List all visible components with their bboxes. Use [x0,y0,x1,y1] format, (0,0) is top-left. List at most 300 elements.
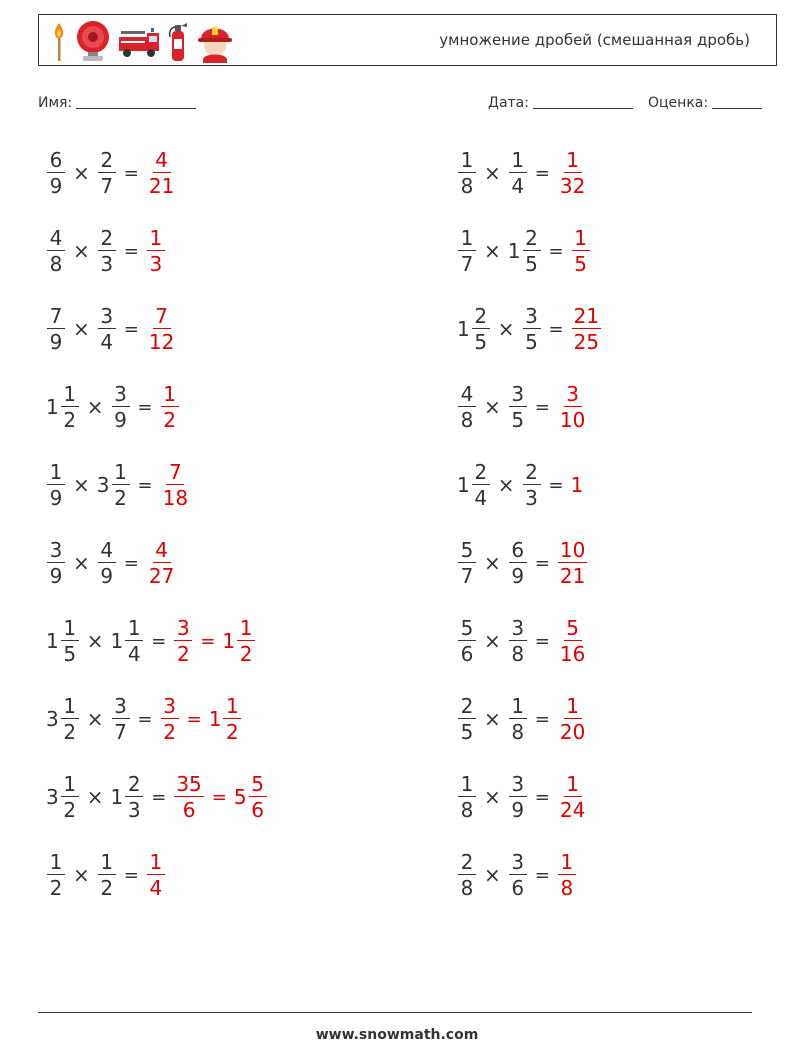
factor-a-number [457,150,477,196]
fire-alarm-bell-icon [75,19,111,63]
answer-numerator: 1 [564,774,582,797]
date-label: Дата: [488,95,529,111]
factor-a-fraction [458,150,476,196]
answer-denominator: 8 [560,876,574,900]
factor-a-fraction [458,774,476,820]
factor-b-number [97,150,117,196]
factor-b-numerator: 2 [523,462,541,485]
answer-number [160,384,180,430]
answer-numerator: 1 [572,228,590,251]
factor-a-numerator: 6 [47,150,65,173]
factor-b-numerator: 3 [523,306,541,329]
answer-denominator: 27 [148,564,175,588]
answer-denominator: 3 [149,252,163,276]
factor-a-numerator: 1 [458,150,476,173]
equals-sign: = [137,474,153,496]
times-sign: × [86,629,104,653]
factor-b-numerator: 3 [509,852,527,875]
answer-numerator: 4 [153,540,171,563]
factor-a-denominator: 2 [63,408,77,432]
answer-fraction [558,540,587,586]
answer-number [557,618,588,664]
answer-number [160,462,191,508]
equals-sign: = [548,240,564,262]
factor-a-numerator: 5 [458,540,476,563]
factor-a-denominator: 7 [460,252,474,276]
answer-denominator: 2 [176,642,190,666]
answer-equals-sign: = [186,708,202,730]
problem-item [46,767,268,827]
date-field [488,94,633,111]
answer-fraction [558,852,576,898]
problem-item [457,611,588,671]
factor-b-denominator: 9 [100,564,114,588]
answer-numerator: 35 [176,772,202,796]
answer-fraction [147,540,176,586]
answer-whole: 5 [233,785,247,809]
factor-b-denominator: 8 [511,642,525,666]
answer-number [173,618,193,664]
answer-number [557,696,588,742]
answer [557,384,588,430]
name-blank[interactable] [76,94,196,109]
answer-number [557,852,577,898]
answer-denominator: 2 [163,408,176,432]
factor-a-number [46,540,66,586]
factor-b-number [97,228,117,274]
factor-a-denominator: 8 [460,408,474,432]
factor-b-fraction [112,462,130,508]
answer [571,228,591,274]
factor-a-numerator: 7 [47,306,65,329]
factor-a-number [457,852,477,898]
times-sign: × [73,863,90,887]
times-sign: × [86,707,104,731]
answer-fraction [161,462,190,508]
answer-fraction [161,384,179,430]
factor-b-fraction [509,384,527,430]
answer [160,696,243,742]
factor-a-number [46,696,80,742]
factor-a-fraction [61,774,79,820]
answer [146,228,166,274]
equals-sign: = [534,162,550,184]
factor-b-fraction [509,696,527,742]
answer-fraction [558,696,587,742]
factor-a-whole: 1 [46,395,59,419]
factor-a-number [457,462,491,508]
equals-sign: = [151,630,167,652]
answer-denominator: 16 [559,642,586,666]
factor-a-denominator: 5 [460,720,474,744]
factor-b-fraction [112,696,130,742]
factor-a-fraction [61,618,79,664]
equals-sign: = [123,318,139,340]
problem-item [457,299,602,359]
factor-a-numerator: 2 [472,462,490,485]
answer-denominator: 21 [559,564,586,588]
answer-denominator: 10 [559,408,586,432]
fire-extinguisher-icon [167,19,189,63]
factor-a-whole: 3 [46,707,59,731]
factor-a-denominator: 6 [460,642,474,666]
factor-b-number [97,540,117,586]
factor-b-numerator: 4 [98,540,116,563]
answer-denominator: 18 [162,486,189,510]
header-icons [49,19,235,63]
factor-b-fraction [523,306,541,352]
factor-a-number [46,774,80,820]
times-sign: × [484,551,501,575]
factor-b-denominator: 3 [100,252,114,276]
times-sign: × [484,863,501,887]
answer [160,384,180,430]
factor-b-number [111,774,145,820]
factor-b-denominator: 7 [100,174,114,198]
factor-a-fraction [47,228,65,274]
problem-item [46,611,256,671]
answer-fraction [147,852,165,898]
times-sign: × [86,395,104,419]
factor-b-numerator: 1 [509,150,527,173]
equals-sign: = [534,786,550,808]
answer [173,618,256,664]
factor-a-numerator: 1 [47,462,65,485]
factor-a-denominator: 9 [49,564,63,588]
answer-number [160,696,180,742]
answer-fraction [558,150,587,196]
factor-b-fraction [509,852,527,898]
factor-b-number [508,384,528,430]
equals-sign: = [137,708,153,730]
answer-fraction [147,228,165,274]
factor-a-fraction [458,618,476,664]
answer-fraction [174,774,203,820]
answer-fraction [147,150,176,196]
factor-b-number [522,306,542,352]
grade-label: Оценка: [648,95,709,111]
factor-b-number [508,228,542,274]
answer-fraction [558,384,587,430]
factor-b-numerator: 3 [112,696,130,719]
factor-a-number [457,384,477,430]
factor-b-fraction [125,618,143,664]
factor-a-fraction [458,228,476,274]
factor-b-numerator: 2 [98,150,116,173]
answer-fraction [237,618,255,664]
factor-a-whole: 1 [457,317,470,341]
equals-sign: = [123,864,139,886]
problem-item [457,533,588,593]
factor-a-fraction [47,462,65,508]
answer-fraction [249,774,267,820]
factor-b-numerator: 6 [509,540,527,563]
factor-a-denominator: 7 [460,564,474,588]
factor-a-number [46,306,66,352]
times-sign: × [484,161,501,185]
answer-number [571,473,585,497]
factor-a-fraction [61,696,79,742]
footer-divider [38,1012,752,1013]
factor-b-number [97,306,117,352]
answer-denominator: 4 [149,876,163,900]
grade-field [648,94,762,111]
factor-b-numerator: 3 [509,618,527,641]
factor-b-denominator: 3 [127,798,141,822]
factor-b-denominator: 5 [511,408,525,432]
answer-numerator: 1 [147,852,165,875]
factor-a-number [457,696,477,742]
factor-a-denominator: 9 [49,486,63,510]
factor-a-number [46,150,66,196]
answer-denominator: 21 [148,174,175,198]
factor-b-fraction [509,774,527,820]
factor-a-fraction [47,150,65,196]
factor-b-denominator: 8 [511,720,525,744]
answer-denominator: 12 [148,330,175,354]
equals-sign: = [548,318,564,340]
factor-b-number [508,852,528,898]
factor-b-fraction [98,540,116,586]
answer-number [146,150,177,196]
problem-item [457,455,584,515]
answer-number [222,618,256,664]
answer-numerator: 3 [564,384,582,407]
factor-a-whole: 3 [46,785,59,809]
answer-fraction [174,618,192,664]
answer-numerator: 7 [166,462,184,485]
answer [146,540,177,586]
times-sign: × [484,629,501,653]
equals-sign: = [151,786,167,808]
answer-number [571,228,591,274]
name-label: Имя: [38,95,73,111]
factor-a-number [46,618,80,664]
factor-b-numerator: 2 [523,228,541,251]
factor-a-numerator: 2 [458,696,476,719]
factor-a-number [457,228,477,274]
times-sign: × [497,317,515,341]
problem-item [46,299,177,359]
factor-a-denominator: 8 [49,252,63,276]
factor-b-number [508,696,528,742]
factor-a-fraction [458,540,476,586]
answer [557,540,588,586]
factor-b-denominator: 6 [511,876,525,900]
factor-b-fraction [98,306,116,352]
date-blank[interactable] [533,94,633,109]
answer-fraction [558,618,587,664]
answer-equals-sign: = [211,786,227,808]
factor-a-number [457,306,491,352]
answer-denominator: 6 [182,798,196,822]
factor-a-denominator: 8 [460,798,474,822]
factor-a-fraction [472,306,490,352]
grade-blank[interactable] [712,94,762,109]
times-sign: × [497,473,515,497]
answer-number [557,150,588,196]
factor-b-numerator: 1 [112,462,130,485]
factor-b-denominator: 9 [511,798,525,822]
times-sign: × [73,161,90,185]
worksheet-title: умножение дробей (смешанная дробь) [439,31,750,49]
factor-b-fraction [112,384,130,430]
factor-a-numerator: 1 [61,696,79,719]
answer-fraction [147,306,176,352]
factor-a-fraction [458,384,476,430]
answer-numerator: 5 [564,618,582,641]
answer-numerator: 1 [223,696,241,719]
answer-number [557,540,588,586]
factor-b-denominator: 7 [114,720,127,744]
answer [557,696,588,742]
answer-denominator: 24 [559,798,586,822]
answer-number [571,306,602,352]
factor-b-fraction [98,852,116,898]
factor-a-number [46,384,80,430]
answer-numerator: 1 [161,384,179,407]
answer-numerator: 1 [564,696,582,719]
factor-a-numerator: 2 [458,852,476,875]
answer-numerator: 3 [174,618,192,641]
answer-denominator: 2 [239,642,253,666]
answer [557,618,588,664]
times-sign: × [73,473,90,497]
factor-b-denominator: 4 [127,642,141,666]
answer-numerator: 21 [573,304,600,328]
answer [557,150,588,196]
answer-denominator: 32 [559,174,586,198]
answer-whole: 1 [222,629,236,653]
factor-b-denominator: 2 [114,486,127,510]
factor-a-whole: 1 [457,473,470,497]
factor-b-numerator: 3 [98,306,116,329]
factor-b-denominator: 4 [511,174,525,198]
answer-equals-sign: = [200,630,216,652]
answer-number [557,384,588,430]
answer-fraction [572,228,590,274]
factor-b-denominator: 5 [525,252,538,276]
times-sign: × [73,317,90,341]
factor-b-fraction [98,228,116,274]
factor-a-numerator: 1 [61,774,79,797]
factor-b-fraction [523,462,541,508]
factor-b-whole: 3 [96,473,110,497]
worksheet-header [38,14,777,66]
answer-number [557,774,588,820]
answer-numerator: 1 [564,150,582,173]
answer [571,306,602,352]
name-field [38,94,196,111]
equals-sign: = [534,864,550,886]
factor-a-numerator: 4 [458,384,476,407]
factor-b-numerator: 3 [112,384,130,407]
factor-a-fraction [472,462,490,508]
times-sign: × [86,785,104,809]
answer-numerator: 1 [237,618,255,641]
factor-a-numerator: 1 [47,852,65,875]
factor-b-numerator: 1 [509,696,527,719]
answer [571,473,585,497]
factor-b-number [97,462,131,508]
problem-item [46,143,177,203]
problem-item [457,845,577,905]
equals-sign: = [123,162,139,184]
factor-b-numerator: 2 [98,228,116,251]
answer-whole: 1 [208,707,222,731]
answer-fraction [161,696,179,742]
answer-denominator: 25 [573,330,600,354]
factor-b-denominator: 4 [100,330,114,354]
factor-a-numerator: 3 [47,540,65,563]
factor-b-number [508,150,528,196]
factor-b-fraction [523,228,541,274]
factor-a-denominator: 9 [49,330,63,354]
factor-a-number [457,540,477,586]
answer-number [146,852,166,898]
equals-sign: = [123,552,139,574]
factor-b-number [111,696,131,742]
equals-sign: = [137,396,153,418]
factor-a-denominator: 2 [49,876,63,900]
footer-url: www.snowmath.com [315,1027,479,1043]
answer [173,774,267,820]
times-sign: × [73,551,90,575]
factor-a-fraction [47,540,65,586]
factor-b-numerator: 1 [98,852,116,875]
answer-numerator: 1 [147,228,165,251]
problem-item [46,845,166,905]
answer [557,852,577,898]
answer-number [173,774,204,820]
factor-b-whole: 1 [507,239,521,263]
factor-b-number [508,618,528,664]
answer-denominator: 20 [559,720,586,744]
factor-a-denominator: 4 [474,486,488,510]
equals-sign: = [534,630,550,652]
answer-number [234,774,268,820]
problem-item [457,767,588,827]
equals-sign: = [534,708,550,730]
times-sign: × [484,239,501,263]
equals-sign: = [123,240,139,262]
factor-a-whole: 1 [46,629,59,653]
factor-a-numerator: 1 [61,384,79,407]
factor-a-denominator: 5 [63,642,77,666]
fire-truck-icon [117,19,161,63]
answer [557,774,588,820]
factor-a-fraction [61,384,79,430]
firefighter-icon [195,19,235,63]
problem-item [46,455,191,515]
factor-a-numerator: 5 [458,618,476,641]
answer-fraction [572,306,601,352]
factor-b-numerator: 3 [509,384,527,407]
answer-denominator: 2 [226,720,239,744]
answer-whole: 1 [570,473,584,497]
answer-denominator: 2 [163,720,176,744]
factor-b-denominator: 9 [114,408,127,432]
factor-b-denominator: 9 [511,564,525,588]
factor-a-denominator: 9 [49,174,63,198]
factor-b-denominator: 5 [525,330,538,354]
factor-a-numerator: 1 [458,228,476,251]
factor-a-numerator: 2 [472,306,490,329]
answer-numerator: 10 [559,538,586,562]
factor-a-denominator: 5 [474,330,488,354]
factor-a-denominator: 2 [63,798,77,822]
equals-sign: = [548,474,564,496]
